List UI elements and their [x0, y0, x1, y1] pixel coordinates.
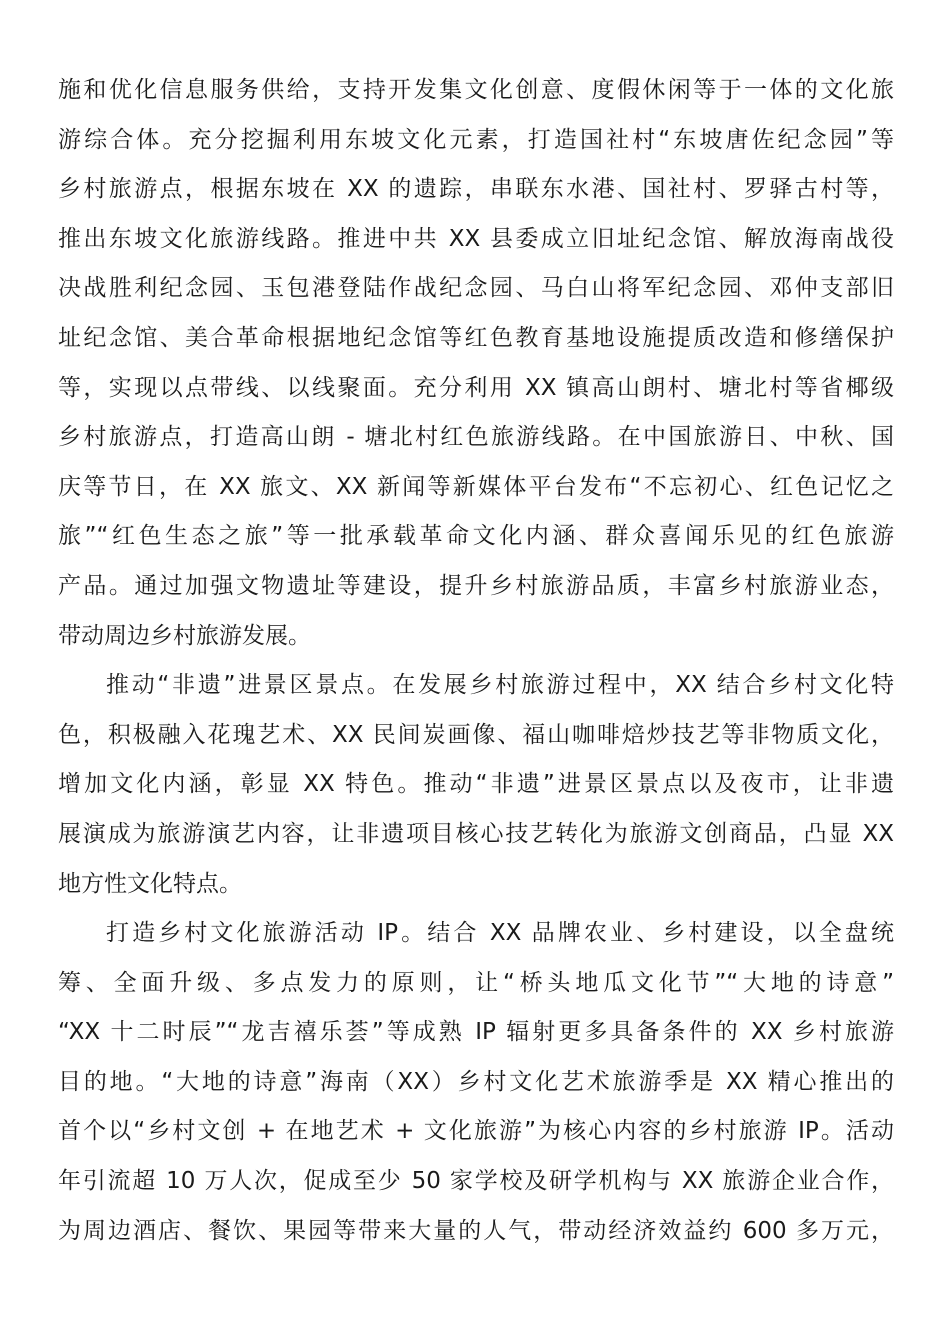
text-line-10: 旅”“红色生态之旅”等一批承载革命文化内涵、群众喜闻乐见的红色旅游 [58, 523, 894, 550]
text-line-8: 乡村旅游点，打造高山朗 - 塘北村红色旅游线路。在中国旅游日、中秋、国 [58, 424, 894, 451]
paragraph-3-line-2: 筹、全面升级、多点发力的原则，让“桥头地瓜文化节”“大地的诗意” [58, 969, 894, 996]
paragraph-3-line-1: 打造乡村文化旅游活动 IP。结合 XX 品牌农业、乡村建设，以全盘统 [106, 920, 894, 947]
paragraph-3-line-6: 年引流超 10 万人次，促成至少 50 家学校及研学机构与 XX 旅游企业合作， [58, 1168, 894, 1195]
paragraph-2-line-3: 增加文化内涵，彰显 XX 特色。推动“非遗”进景区景点以及夜市，让非遗 [58, 771, 894, 798]
text-line-3: 乡村旅游点，根据东坡在 XX 的遗踪，串联东水港、国社村、罗驿古村等， [58, 176, 894, 203]
text-line-9: 庆等节日，在 XX 旅文、XX 新闻等新媒体平台发布“不忘初心、红色记忆之 [58, 473, 894, 500]
text-line-6: 址纪念馆、美合革命根据地纪念馆等红色教育基地设施提质改造和修缮保护 [58, 324, 894, 351]
text-line-7: 等，实现以点带线、以线聚面。充分利用 XX 镇高山朗村、塘北村等省椰级 [58, 374, 894, 401]
text-line-4: 推出东坡文化旅游线路。推进中共 XX 县委成立旧址纪念馆、解放海南战役 [58, 225, 894, 252]
document-body [58, 66, 894, 1256]
paragraph-3-line-3: “XX 十二时辰”“龙吉禧乐荟”等成熟 IP 辐射更多具备条件的 XX 乡村旅游 [58, 1019, 894, 1046]
paragraph-2-line-1: 推动“非遗”进景区景点。在发展乡村旅游过程中，XX 结合乡村文化特 [106, 672, 894, 699]
paragraph-2-line-4: 展演成为旅游演艺内容，让非遗项目核心技艺转化为旅游文创商品，凸显 XX [58, 820, 894, 847]
text-line-12: 带动周边乡村旅游发展。 [58, 622, 311, 649]
paragraph-3-line-4: 目的地。“大地的诗意”海南（XX）乡村文化艺术旅游季是 XX 精心推出的 [58, 1068, 894, 1095]
paragraph-2-line-2: 色，积极融入花瑰艺术、XX 民间炭画像、福山咖啡焙炒技艺等非物质文化， [58, 721, 894, 748]
text-line-1: 施和优化信息服务供给，支持开发集文化创意、度假休闲等于一体的文化旅 [58, 77, 894, 103]
text-line-5: 决战胜利纪念园、玉包港登陆作战纪念园、马白山将军纪念园、邓仲支部旧 [58, 275, 894, 302]
paragraph-3-line-7: 为周边酒店、餐饮、果园等带来大量的人气，带动经济效益约 600 多万元， [58, 1217, 894, 1244]
text-line-11: 产品。通过加强文物遗址等建设，提升乡村旅游品质，丰富乡村旅游业态， [58, 572, 894, 599]
text-line-2: 游综合体。充分挖掘利用东坡文化元素，打造国社村“东坡唐佐纪念园”等 [58, 126, 894, 153]
paragraph-3-line-5: 首个以“乡村文创 + 在地艺术 + 文化旅游”为核心内容的乡村旅游 IP。活动 [58, 1118, 894, 1145]
paragraph-2-line-5: 地方性文化特点。 [58, 870, 242, 897]
